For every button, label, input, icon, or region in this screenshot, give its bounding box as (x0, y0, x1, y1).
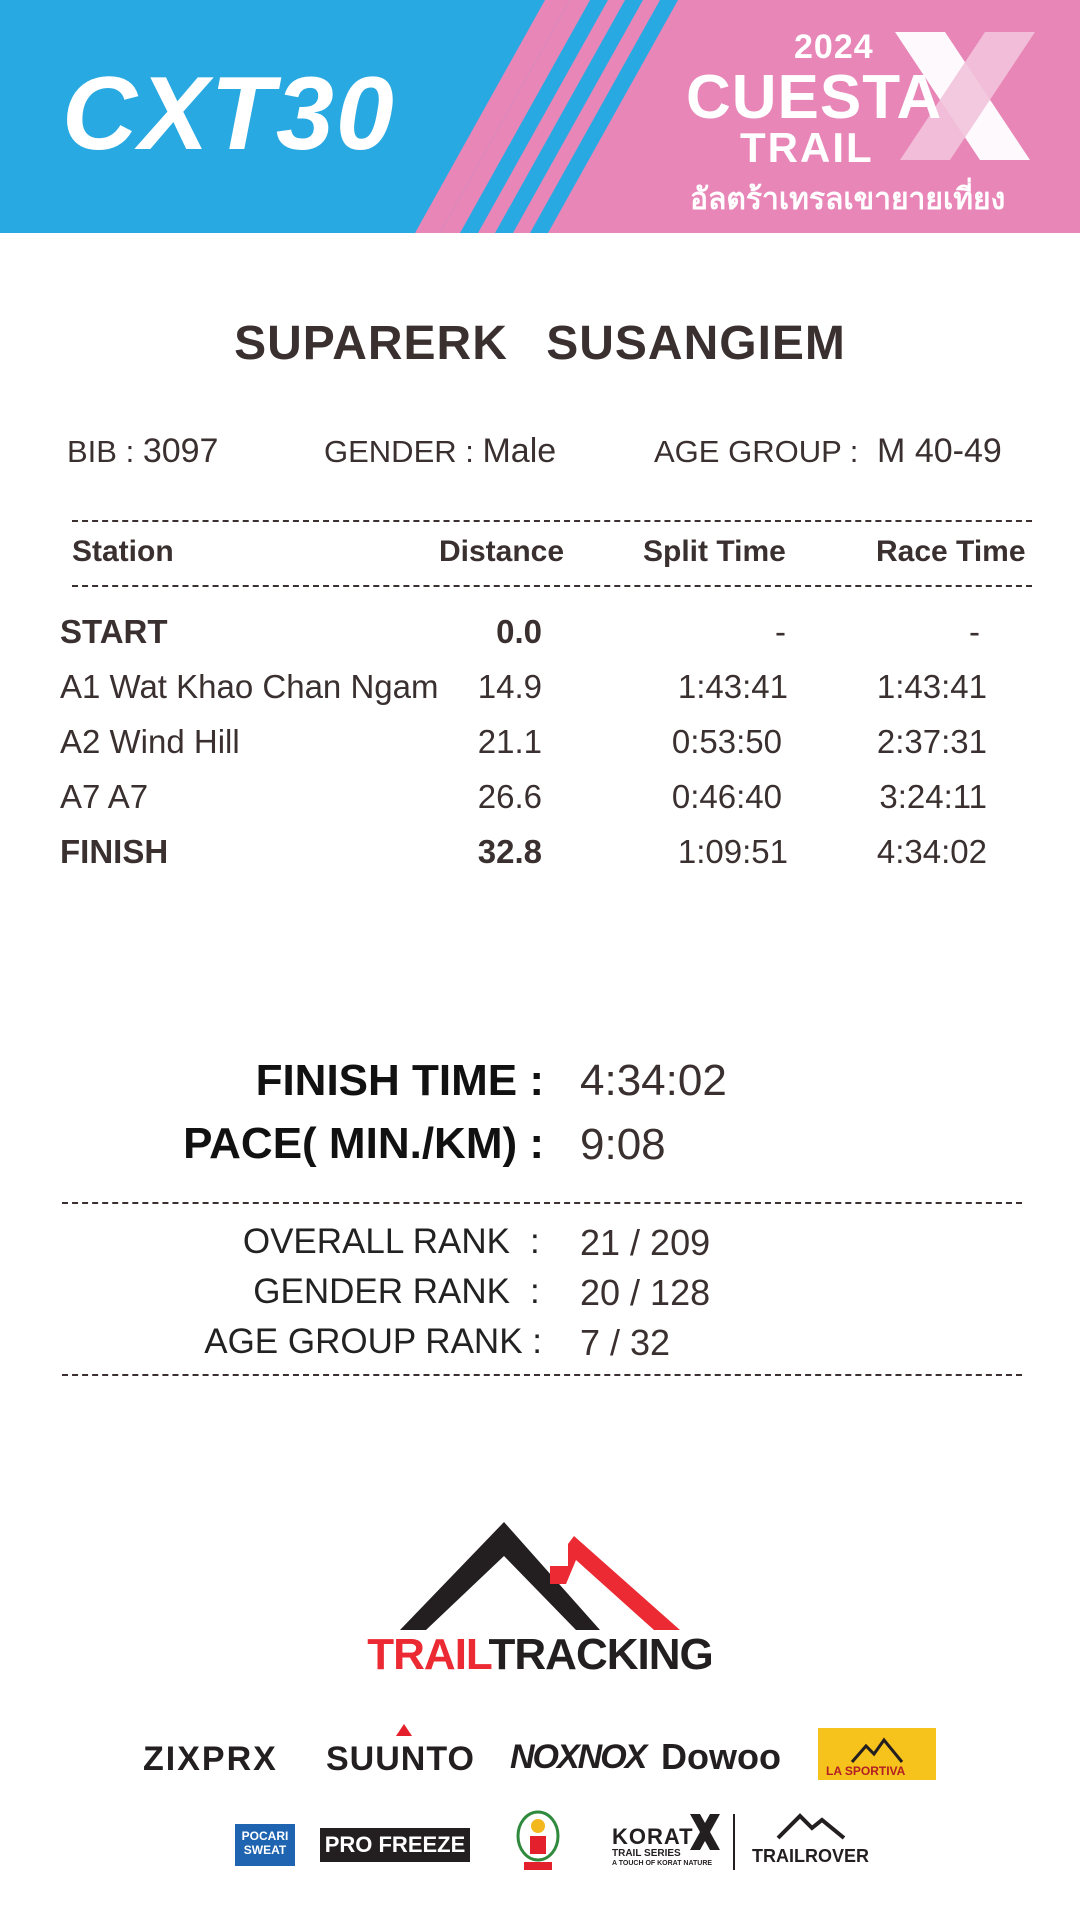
cuesta-logo-text: CUESTA (686, 63, 943, 132)
cxt30-logo: CXT30 (62, 56, 396, 172)
pro-freeze-logo: PRO FREEZE (320, 1828, 470, 1862)
divider (62, 1202, 1022, 1204)
station-name: A7 A7 (60, 778, 149, 815)
trailtracking-logo-text (0, 1630, 1080, 1680)
station-name: A2 Wind Hill (60, 723, 240, 760)
sponsor-divider (733, 1814, 735, 1870)
gender-info (324, 432, 556, 471)
header-race-time: Race Time (876, 535, 1026, 568)
zixprx-logo: ZIXPRX (143, 1740, 278, 1778)
colon: : (530, 1272, 540, 1311)
header-split-time: Split Time (643, 535, 786, 568)
table-row (0, 668, 1080, 716)
age-group-rank-value: 7 / 32 (580, 1322, 671, 1363)
table-row (0, 613, 1080, 661)
overall-rank-value: 21 / 209 (580, 1222, 711, 1263)
age-group-value: M 40-49 (877, 432, 1002, 470)
station-distance: 32.8 (477, 833, 542, 870)
finish-time-value: 4:34:02 (580, 1056, 727, 1105)
pace-label: PACE( MIN./KM) : (183, 1119, 544, 1168)
trail-logo-text: TRAIL (740, 124, 874, 171)
suunto-triangle-icon (396, 1724, 412, 1736)
trail-series-text: TRAIL SERIES (612, 1848, 681, 1859)
header-banner (0, 0, 1080, 233)
header-distance: Distance (439, 535, 565, 568)
table-row (0, 723, 1080, 771)
station-name: A1 Wat Khao Chan Ngam (60, 668, 439, 705)
dowoo-logo: Dowoo (661, 1736, 781, 1777)
station-race-time: 3:24:11 (879, 778, 987, 815)
table-row (0, 778, 1080, 826)
pocari-sweat-logo: POCARI SWEAT (235, 1824, 295, 1866)
la-sportiva-text: LA SPORTIVA (826, 1764, 906, 1778)
gender-rank-value: 20 / 128 (580, 1272, 711, 1313)
table-row (0, 833, 1080, 881)
korat-province-seal-icon (510, 1806, 566, 1872)
thai-tagline: อัลตร้าเทรลเขายายเที่ยง (690, 183, 1006, 216)
header-station: Station (72, 535, 174, 568)
station-distance: 14.9 (477, 668, 542, 705)
korat-nature-text: A TOUCH OF KORAT NATURE (612, 1860, 713, 1867)
station-distance: 21.1 (477, 723, 542, 760)
gender-label: GENDER : (324, 434, 474, 469)
bib-info (67, 432, 218, 471)
event-year: 2024 (794, 28, 874, 66)
gender-rank-label: GENDER RANK (253, 1272, 510, 1311)
bib-label: BIB : (67, 434, 135, 469)
age-group-info (654, 432, 1002, 471)
station-race-time: - (969, 613, 980, 650)
station-split-time: 0:53:50 (671, 723, 782, 760)
station-name: FINISH (60, 833, 169, 870)
divider (62, 1374, 1022, 1376)
station-distance: 26.6 (477, 778, 542, 815)
station-split-time: 1:43:41 (677, 668, 788, 705)
noxnox-logo: NOXNOX (510, 1738, 646, 1776)
la-sportiva-badge (818, 1728, 936, 1780)
age-group-rank-label: AGE GROUP RANK : (204, 1322, 542, 1361)
finish-time-label: FINISH TIME : (255, 1056, 544, 1105)
korat-trail-series-logo: KORAT (612, 1824, 694, 1849)
pace-value: 9:08 (580, 1120, 666, 1169)
divider (72, 585, 1032, 587)
suunto-logo: SUUNTO (326, 1740, 475, 1778)
trailtracking-mountain-icon (400, 1518, 690, 1630)
colon: : (530, 1222, 540, 1261)
station-split-time: - (775, 613, 786, 650)
overall-rank-label: OVERALL RANK (242, 1222, 510, 1261)
station-split-time: 1:09:51 (677, 833, 788, 870)
station-split-time: 0:46:40 (671, 778, 782, 815)
bib-value: 3097 (142, 432, 219, 470)
gender-value: Male (482, 432, 557, 470)
runner-name: SUPARERK SUSANGIEM (234, 317, 846, 370)
station-race-time: 4:34:02 (876, 833, 987, 870)
logo-text-black: TRACKING (488, 1630, 713, 1679)
station-name: START (60, 613, 168, 650)
trailrover-logo: TRAILROVER (752, 1846, 869, 1866)
logo-text-red: TRAIL (367, 1630, 489, 1679)
age-group-label: AGE GROUP : (654, 434, 859, 469)
station-distance: 0.0 (496, 613, 542, 650)
divider (72, 520, 1032, 522)
station-race-time: 2:37:31 (876, 723, 987, 760)
station-race-time: 1:43:41 (876, 668, 987, 705)
korat-x-icon (690, 1814, 720, 1850)
trailrover-mountain-icon (776, 1812, 846, 1840)
